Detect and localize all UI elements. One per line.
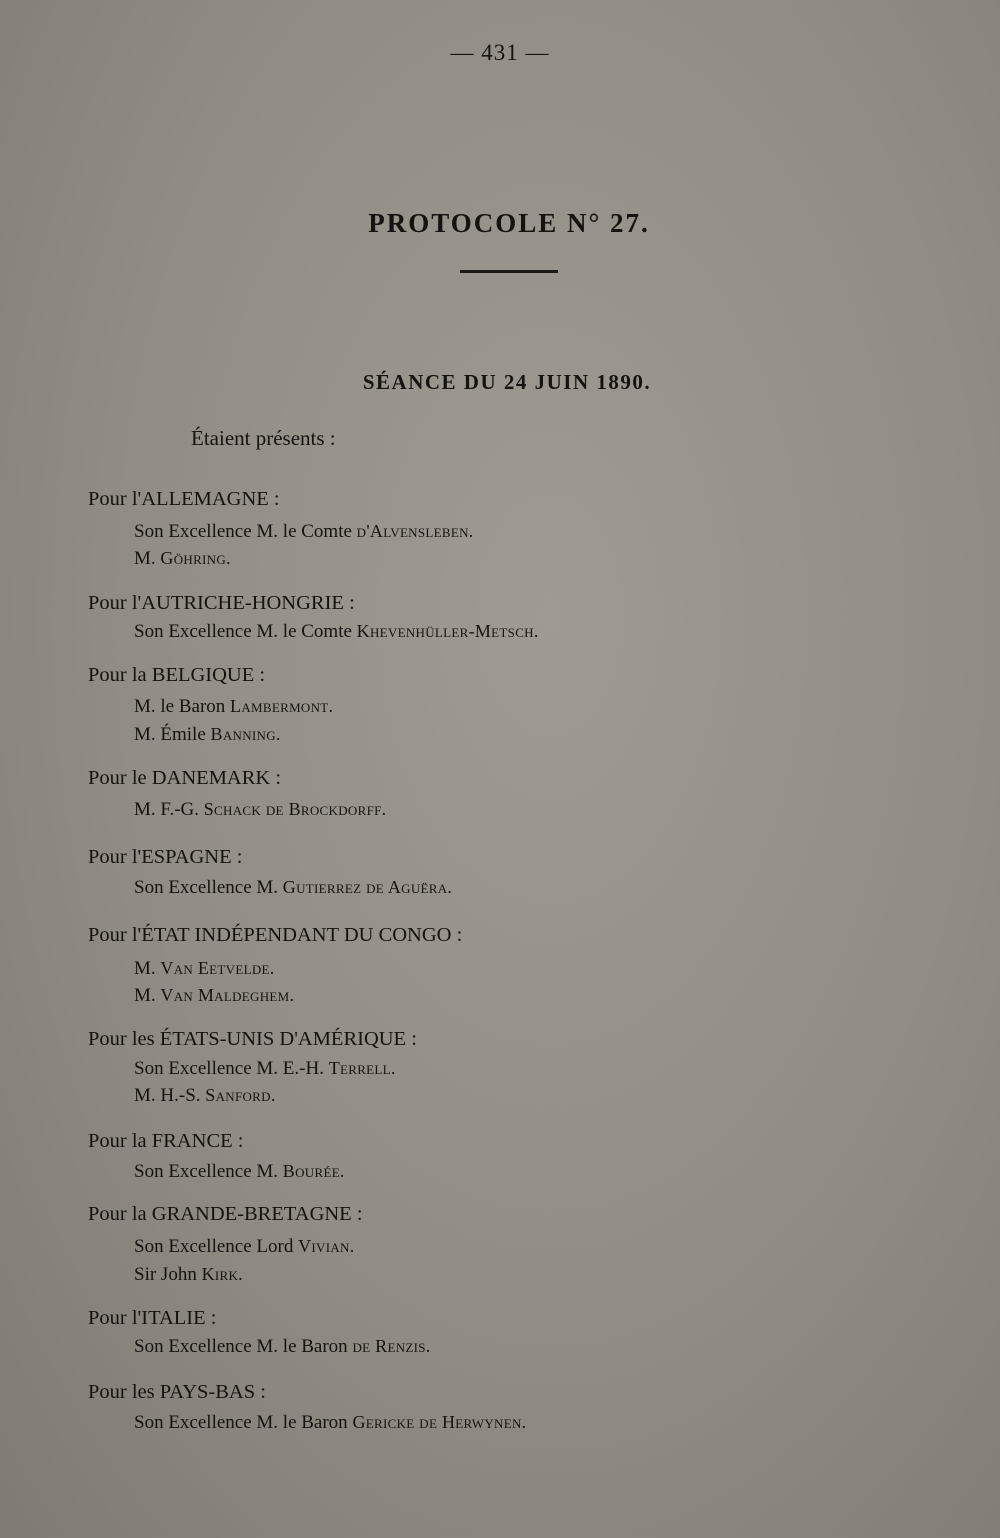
delegate [134,1236,355,1258]
delegate-title: M. [134,548,161,569]
delegate-name: Khevenhüller-Metsch. [356,621,539,641]
delegate-name: d'Alvensleben. [356,521,474,541]
delegate-name: Bourée. [282,1161,345,1181]
delegate-name: Van Eetvelde. [160,958,275,978]
delegate [134,1161,345,1183]
country-heading: Pour les PAYS-BAS : [88,1381,266,1403]
delegate-title: Son Excellence M. E.-H. [134,1058,329,1079]
country-heading: Pour la GRANDE-BRETAGNE : [88,1203,363,1225]
attendance-label: Étaient présents : [191,426,336,450]
delegate-title: Son Excellence M. le Comte [134,621,357,642]
delegate-name: Gutierrez de Aguëra. [282,877,453,897]
delegate-title: Son Excellence M. le Baron [134,1412,353,1433]
title-rule [460,270,558,273]
delegate-name: Terrell. [328,1058,396,1078]
delegate-title: Son Excellence M. le Comte [134,521,357,542]
delegate [134,548,231,570]
delegate [134,799,386,821]
country-heading: Pour l'ESPAGNE : [88,846,243,868]
delegate-title: M. Émile [134,724,211,745]
delegate [134,621,539,643]
delegate [134,724,281,746]
delegate [134,985,294,1007]
country-heading: Pour les ÉTATS-UNIS D'AMÉRIQUE : [88,1028,417,1050]
delegate-name: Gericke de Herwynen. [352,1412,527,1432]
delegate-name: Lambermont. [230,696,334,716]
delegate-name: Vivian. [298,1236,355,1256]
delegate-title: M. F.-G. [134,799,204,820]
delegate-title: M. [134,985,161,1006]
country-heading: Pour l'ÉTAT INDÉPENDANT DU CONGO : [88,924,463,946]
session-heading: SÉANCE DU 24 JUIN 1890. [362,370,652,394]
delegate-name: Van Maldeghem. [160,985,295,1005]
delegate-name: Sanford. [205,1085,276,1105]
delegate-name: Kirk. [201,1264,243,1284]
country-heading: Pour l'ALLEMAGNE : [88,488,280,510]
delegate-title: Son Excellence M. [134,877,283,898]
delegate-title: Son Excellence M. [134,1161,283,1182]
delegate-title: M. H.-S. [134,1085,206,1106]
delegate [134,877,452,899]
delegate [134,1058,396,1080]
delegate [134,696,333,718]
country-heading: Pour la FRANCE : [88,1130,244,1152]
delegate-title: Sir John [134,1264,202,1285]
delegate-title: M. [134,958,161,979]
delegate-name: Schack de Brockdorff. [203,799,387,819]
country-heading: Pour la BELGIQUE : [88,664,266,686]
page-number: — 431 — [450,40,550,65]
delegate-name: Göhring. [160,548,231,568]
delegate-title: Son Excellence Lord [134,1236,299,1257]
protocol-title: PROTOCOLE N° 27. [368,208,650,238]
delegate-title: Son Excellence M. le Baron [134,1336,353,1357]
delegate-title: M. le Baron [134,696,231,717]
country-heading: Pour le DANEMARK : [88,767,282,789]
delegate-name: Banning. [210,724,281,744]
delegate [134,1085,276,1107]
delegate [134,521,474,543]
delegate-name: de Renzis. [352,1336,431,1356]
delegate [134,1412,526,1434]
delegate [134,1264,243,1286]
delegate [134,958,275,980]
delegate [134,1336,431,1358]
country-heading: Pour l'AUTRICHE-HONGRIE : [88,592,355,614]
country-heading: Pour l'ITALIE : [88,1307,217,1329]
